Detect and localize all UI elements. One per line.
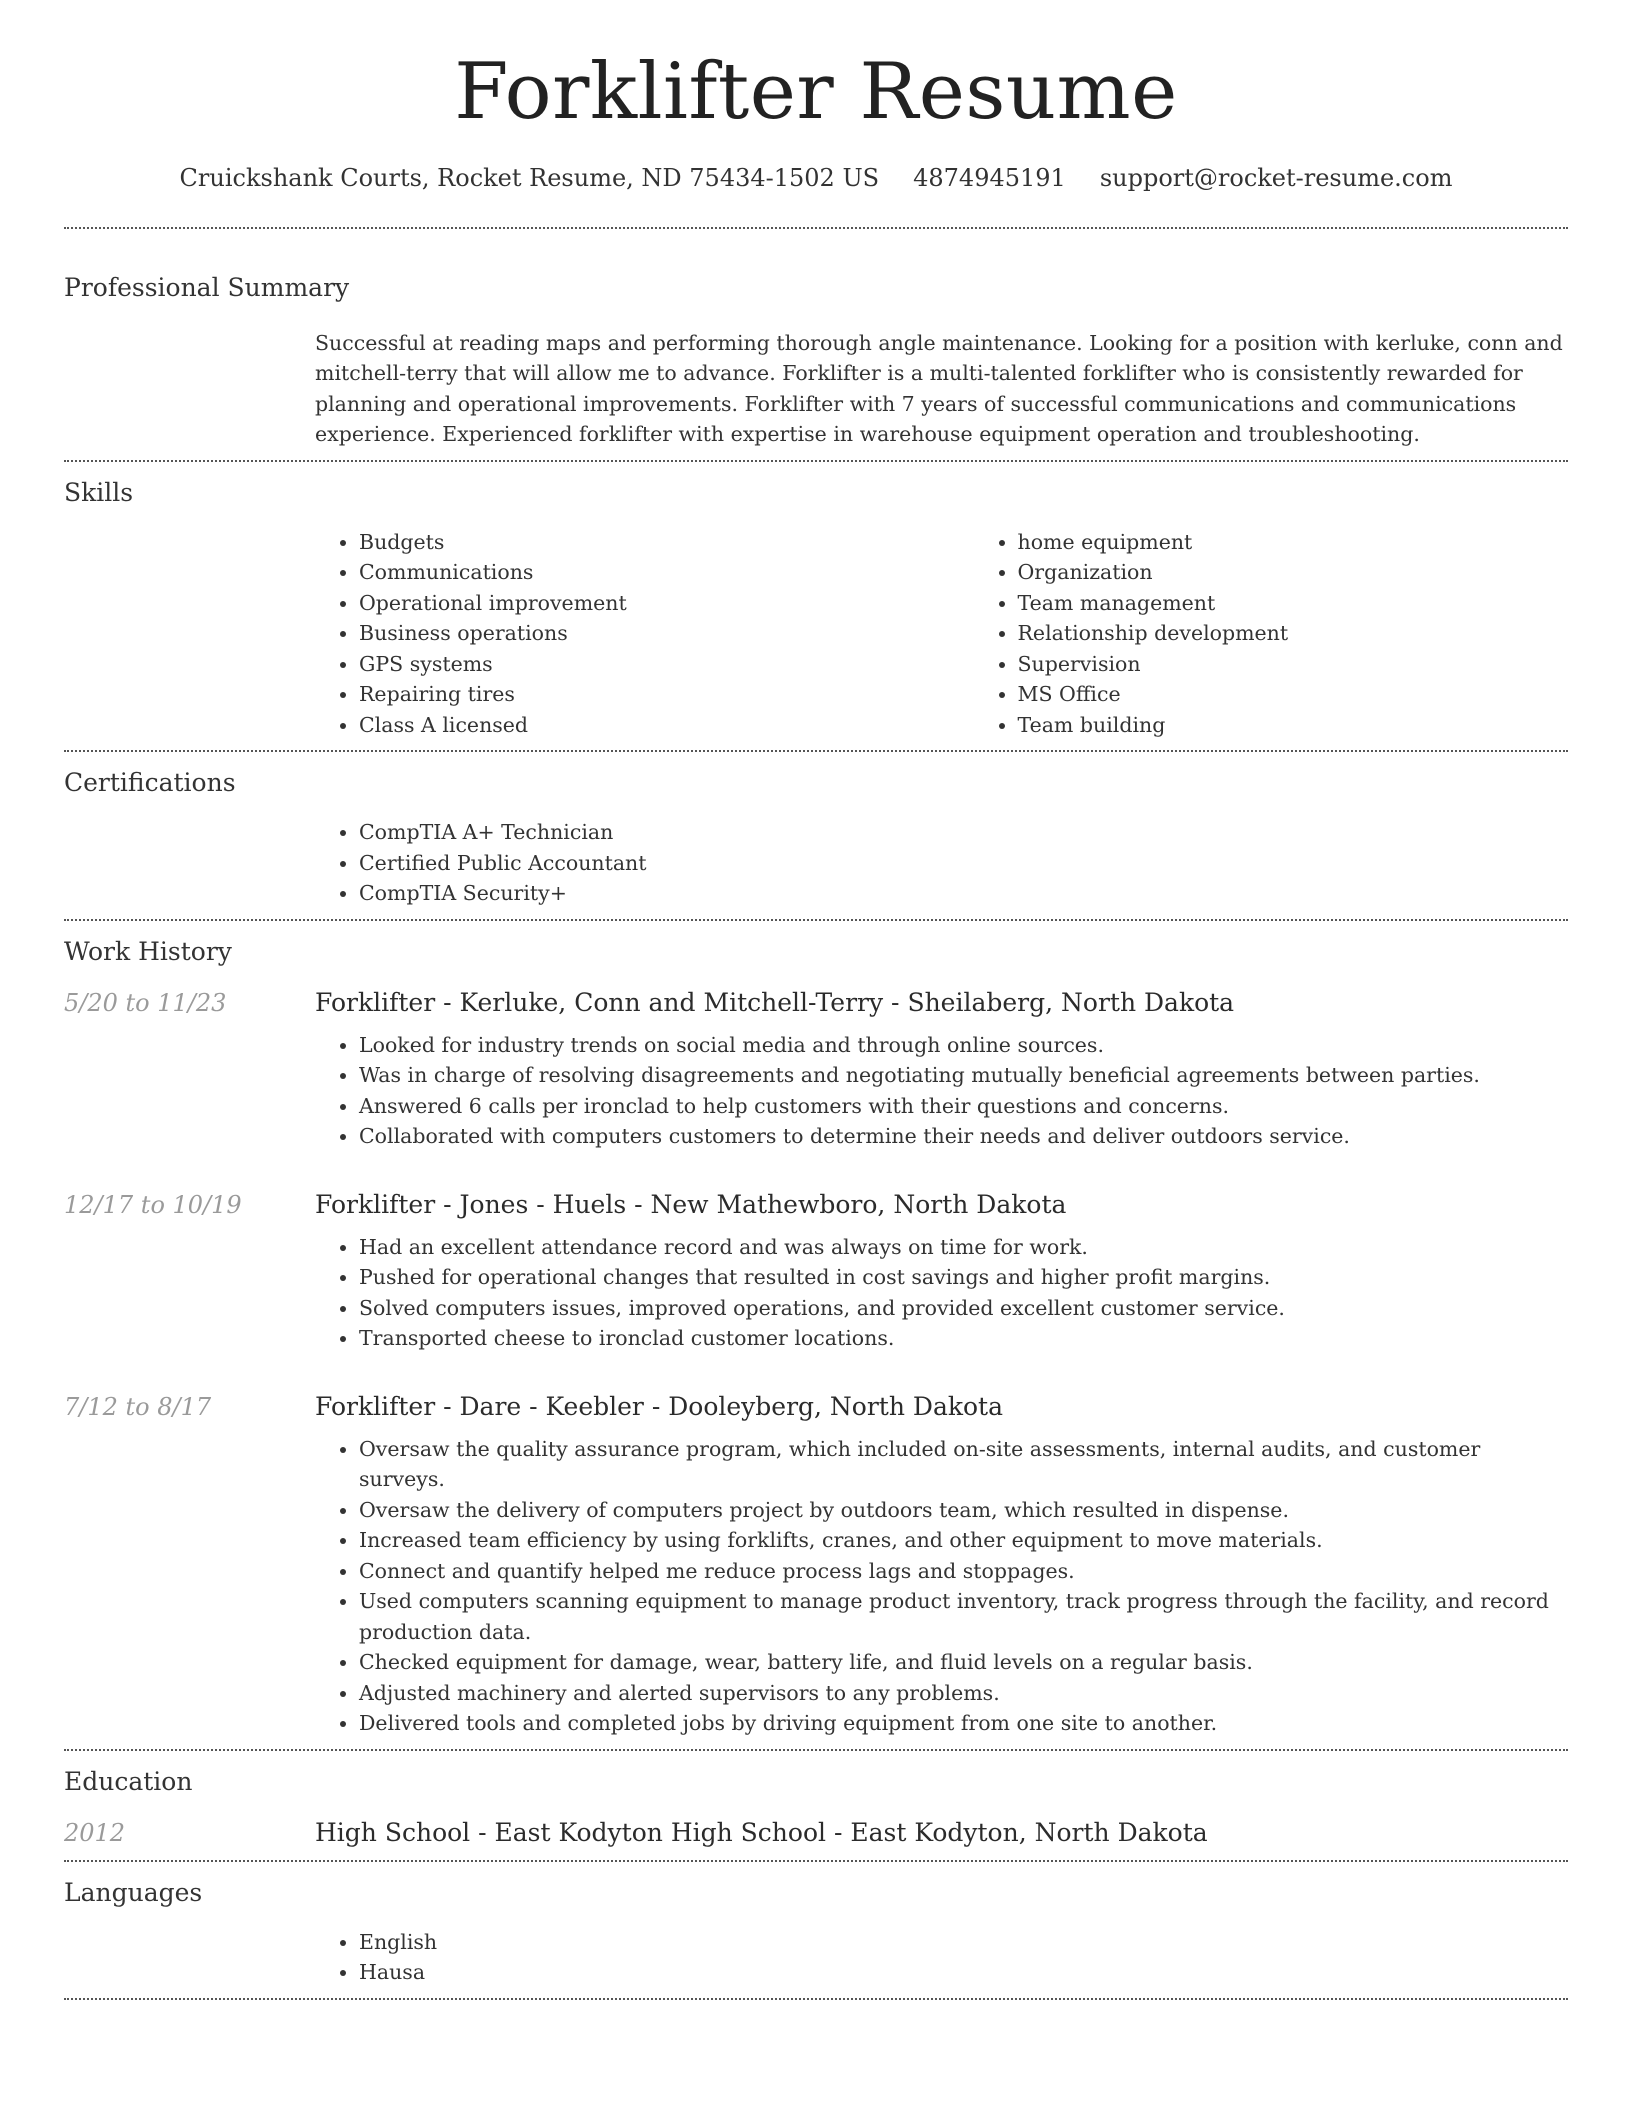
job-bullet: • Used computers scanning equipment to manage product inventory, track progress through the facility, and record production data. [359, 1586, 1568, 1647]
summary-text: Successful at reading maps and performing thorough angle maintenance. Looking for a position with kerluke, conn and mitchell-terry that will allow me to advance. Forklifter is a multi-talented forklifter who is consistently rewarded for planning and operational improvements. Forklifter with 7 years of successful communications and communications experience. Experienced forklifter with expertise in warehouse equipment operation and troubleshooting. [315, 330, 1563, 447]
job-bullets [315, 1030, 1568, 1152]
contact-phone: 4874945191 [913, 163, 1066, 192]
job-dates: 12/17 to 10/19 [64, 1190, 242, 1219]
job-bullet: • Was in charge of resolving disagreements and negotiating mutually beneficial agreements between parties. [359, 1060, 1568, 1091]
job-dates: 5/20 to 11/23 [64, 988, 227, 1017]
job-entry [64, 1390, 1568, 1739]
job-bullet: • Adjusted machinery and alerted supervisors to any problems. [359, 1678, 1568, 1709]
job-entry [64, 1188, 1568, 1354]
skill-item: • Organization [1018, 557, 1632, 588]
job-bullet: • Answered 6 calls per ironclad to help customers with their questions and concerns. [359, 1091, 1568, 1122]
education-section [0, 1751, 1632, 1850]
job-bullet: • Checked equipment for damage, wear, battery life, and fluid levels on a regular basis. [359, 1647, 1568, 1678]
skill-item: • Budgets [359, 527, 974, 558]
job-role: Forklifter - Dare - Keebler - Dooleyberg, North Dakota [315, 1391, 1004, 1421]
skills-list-left [315, 527, 974, 741]
job-role: Forklifter - Kerluke, Conn and Mitchell-Terry - Sheilaberg, North Dakota [315, 987, 1235, 1017]
job-bullet: • Oversaw the delivery of computers project by outdoors team, which resulted in dispense. [359, 1495, 1568, 1526]
divider [64, 1998, 1568, 2000]
summary-heading: Professional Summary [64, 272, 350, 302]
certification-item: • Certified Public Accountant [359, 848, 1632, 879]
skills-grid [315, 527, 1632, 741]
job-bullet: • Oversaw the quality assurance program, which included on-site assessments, internal audits, and customer surveys. [359, 1434, 1568, 1495]
resume-title: Forklifter Resume [454, 47, 1178, 137]
education-school: High School - East Kodyton High School - East Kodyton, North Dakota [315, 1817, 1208, 1847]
skill-item: • Supervision [1018, 649, 1632, 680]
skill-item: • Business operations [359, 618, 974, 649]
job-bullet: • Solved computers issues, improved operations, and provided excellent customer service. [359, 1293, 1568, 1324]
certifications-section [0, 752, 1632, 909]
job-bullet: • Transported cheese to ironclad customer locations. [359, 1323, 1568, 1354]
job-bullet: • Delivered tools and completed jobs by driving equipment from one site to another. [359, 1708, 1568, 1739]
work-section [0, 921, 1632, 1739]
languages-list [315, 1927, 1632, 1988]
job-bullets [315, 1434, 1568, 1739]
work-heading: Work History [64, 936, 232, 966]
job-bullet: • Collaborated with computers customers to determine their needs and deliver outdoors service. [359, 1121, 1568, 1152]
job-dates: 7/12 to 8/17 [64, 1392, 212, 1421]
language-item: • English [359, 1927, 1632, 1958]
skill-item: • Repairing tires [359, 679, 974, 710]
contact-line [0, 164, 1632, 192]
job-body [315, 986, 1568, 1152]
job-body [315, 1188, 1568, 1354]
certifications-list [315, 817, 1632, 909]
job-bullet: • Pushed for operational changes that resulted in cost savings and higher profit margins. [359, 1262, 1568, 1293]
contact-address: Cruickshank Courts, Rocket Resume, ND 75434-1502 US [179, 163, 880, 192]
job-bullet: • Had an excellent attendance record and was always on time for work. [359, 1232, 1568, 1263]
skill-item: • home equipment [1018, 527, 1632, 558]
job-entry [64, 986, 1568, 1152]
skill-item: • Team management [1018, 588, 1632, 619]
languages-section [0, 1862, 1632, 1988]
education-entry [64, 1816, 1568, 1850]
certifications-heading: Certifications [64, 768, 236, 798]
job-bullets [315, 1232, 1568, 1354]
skill-item: • Communications [359, 557, 974, 588]
certification-item: • CompTIA Security+ [359, 878, 1632, 909]
skill-item: • GPS systems [359, 649, 974, 680]
skills-section [0, 462, 1632, 741]
skill-item: • Operational improvement [359, 588, 974, 619]
skills-list-right [974, 527, 1632, 741]
job-body [315, 1390, 1568, 1739]
skill-item: • MS Office [1018, 679, 1632, 710]
job-bullet: • Looked for industry trends on social media and through online sources. [359, 1030, 1568, 1061]
contact-email: support@rocket-resume.com [1099, 163, 1453, 192]
job-bullet: • Increased team efficiency by using forklifts, cranes, and other equipment to move materials. [359, 1525, 1568, 1556]
skill-item: • Team building [1018, 710, 1632, 741]
education-year: 2012 [64, 1818, 126, 1847]
education-heading: Education [64, 1766, 193, 1796]
summary-section [0, 229, 1632, 450]
certification-item: • CompTIA A+ Technician [359, 817, 1632, 848]
skill-item: • Class A licensed [359, 710, 974, 741]
language-item: • Hausa [359, 1957, 1632, 1988]
languages-heading: Languages [64, 1877, 203, 1907]
skills-heading: Skills [64, 477, 134, 507]
resume-header [0, 0, 1632, 192]
job-role: Forklifter - Jones - Huels - New Mathewboro, North Dakota [315, 1189, 1067, 1219]
education-body [315, 1816, 1568, 1850]
job-bullet: • Connect and quantify helped me reduce process lags and stoppages. [359, 1556, 1568, 1587]
skill-item: • Relationship development [1018, 618, 1632, 649]
